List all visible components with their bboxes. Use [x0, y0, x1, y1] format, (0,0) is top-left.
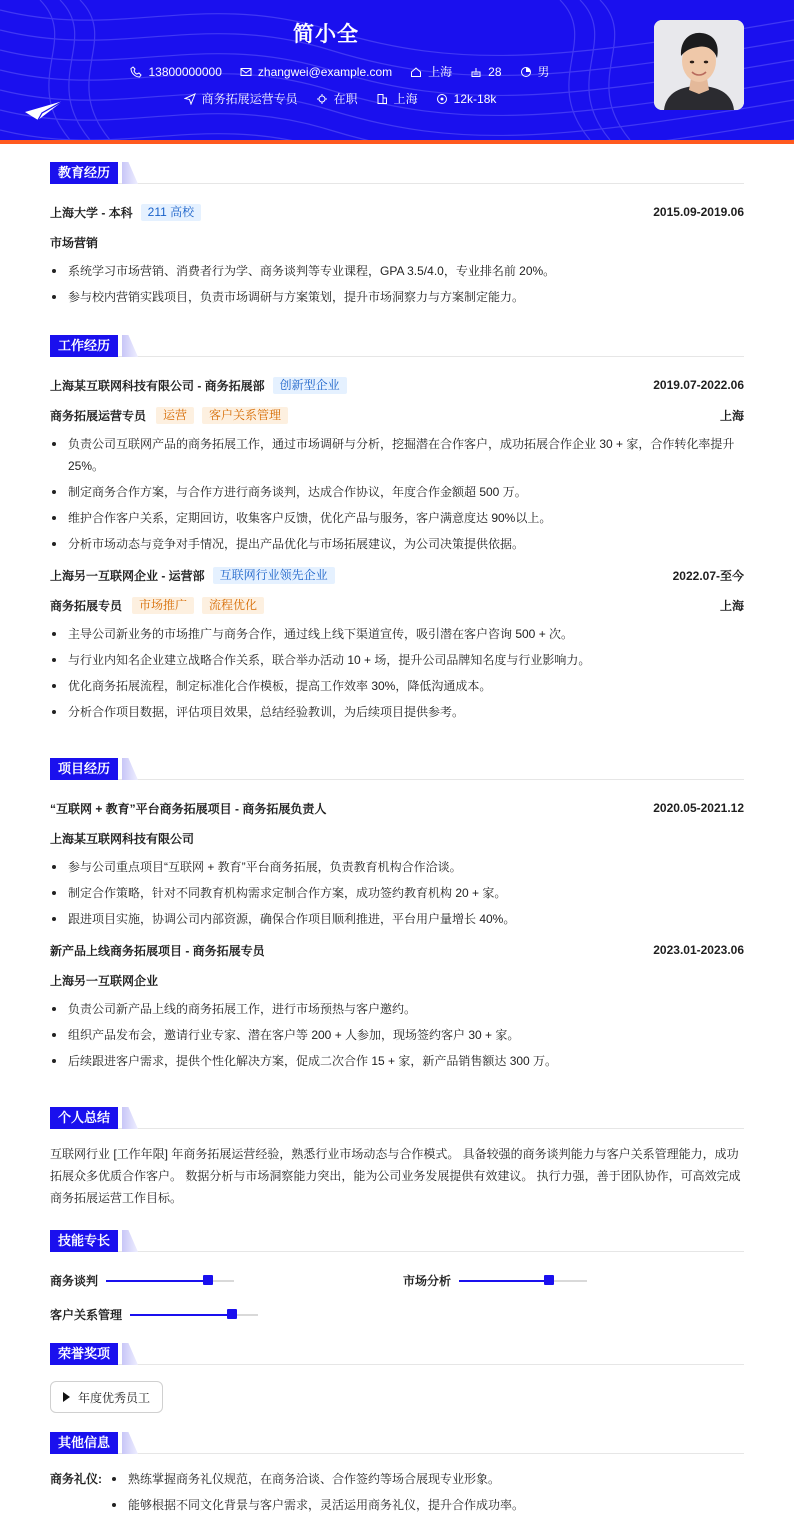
target-city-text: 上海: [393, 92, 418, 106]
education-date: 2015.09-2019.06: [653, 205, 744, 219]
list-item: 优化商务拓展流程，制定标准化合作模板，提高工作效率 30%，降低沟通成本。: [50, 675, 744, 697]
position-text: 商务拓展运营专员: [201, 92, 298, 106]
education-title-bar: [50, 162, 744, 184]
work-location: 上海: [719, 408, 744, 423]
skill-bar: [130, 1314, 258, 1316]
project-title: “互联网 + 教育”平台商务拓展项目 - 商务拓展负责人: [50, 801, 327, 816]
list-item: 负责公司互联网产品的商务拓展工作，通过市场调研与分析，挖掘潜在合作客户，成功拓展合作企业 30 + 家，合作转化率提升 25%。: [50, 433, 744, 477]
title-decoration: [122, 162, 138, 184]
email-text: zhangwei@example.com: [257, 64, 393, 79]
role-tag: 运营: [156, 407, 194, 424]
cake-icon: [470, 66, 482, 78]
work-role-row: [50, 405, 744, 425]
age-text: 28: [488, 64, 502, 79]
phone-icon: [130, 66, 142, 78]
role-tag: 客户关系管理: [202, 407, 288, 424]
summary-text: 互联网行业 [工作年限] 年商务拓展运营经验，熟悉行业市场动态与合作模式。 具备较强的商务谈判能力与客户关系管理能力，成功拓展众多优质合作客户。 数据分析与市场洞察能力突出，能为公司业务发展提供有效建议。 执行力强，善于团队协作，可高效完成商务拓展运营工作目标。: [50, 1147, 741, 1205]
work-bullets: [50, 433, 744, 555]
other-item: [50, 1468, 524, 1520]
paper-plane-icon: [24, 100, 64, 122]
resume-header: [0, 0, 794, 140]
skill-fill: [130, 1314, 232, 1316]
project-date: 2023.01-2023.06: [653, 943, 744, 957]
project-bullets: [50, 998, 744, 1072]
list-item: 负责公司新产品上线的商务拓展工作，进行市场预热与客户邀约。: [50, 998, 744, 1020]
role-title: 商务拓展专员: [50, 598, 123, 613]
title-decoration: [122, 335, 138, 357]
education-section: [50, 162, 744, 312]
list-item: 制定合作策略，针对不同教育机构需求定制合作方案，成功签约教育机构 20 + 家。: [50, 882, 744, 904]
project-org-text: 上海另一互联网企业: [50, 973, 159, 988]
email-info: [240, 65, 392, 79]
award-badge: [50, 1381, 163, 1413]
skill-knob: [227, 1309, 237, 1319]
skill-item: [403, 1272, 587, 1289]
section-title: 工作经历: [50, 335, 118, 357]
projects-section: [50, 758, 744, 1076]
other-key: 商务礼仪:: [50, 1472, 102, 1486]
status-text: 在职: [333, 92, 358, 106]
list-item: 制定商务合作方案，与合作方进行商务谈判，达成合作协议，年度合作金额超 500 万。: [50, 481, 744, 503]
project-org: [50, 828, 744, 848]
section-title: 技能专长: [50, 1230, 118, 1252]
building-icon: [376, 93, 388, 105]
list-item: 与行业内知名企业建立战略合作关系，联合举办活动 10 + 场，提升公司品牌知名度与行业影响力。: [50, 649, 744, 671]
title-decoration: [122, 1432, 138, 1454]
skill-name: 商务谈判: [50, 1274, 99, 1288]
skill-knob: [203, 1275, 213, 1285]
work-entry-head: [50, 375, 744, 395]
list-item: 组织产品发布会，邀请行业专家、潜在客户等 200 + 人参加，现场签约客户 30 + 家。: [50, 1024, 744, 1046]
section-title: 其他信息: [50, 1432, 118, 1454]
title-decoration: [122, 1230, 138, 1252]
gender-icon: [520, 66, 532, 78]
skill-item: [50, 1306, 258, 1323]
city-text: 上海: [428, 65, 453, 79]
school-tag: 211 高校: [141, 204, 201, 221]
avatar-photo: [654, 20, 744, 110]
age-info: [470, 65, 501, 79]
role-tag: 市场推广: [132, 597, 194, 614]
other-list: [110, 1468, 524, 1520]
list-item: 熟练掌握商务礼仪规范，在商务洽谈、合作签约等场合展现专业形象。: [110, 1468, 524, 1490]
summary-title-bar: [50, 1107, 744, 1129]
skill-fill: [459, 1280, 549, 1282]
header-accent-bar: [0, 140, 794, 144]
money-icon: [436, 93, 448, 105]
gender-info: [520, 63, 550, 80]
work-title-bar: [50, 335, 744, 357]
title-decoration: [122, 758, 138, 780]
company-tag: 互联网行业领先企业: [213, 567, 335, 584]
play-icon: [63, 1392, 70, 1402]
salary-text: 12k-18k: [453, 91, 497, 106]
work-location: 上海: [719, 598, 744, 613]
summary-section: [50, 1107, 744, 1209]
list-item: 跟进项目实施，协调公司内部资源，确保合作项目顺利推进，平台用户量增长 40%。: [50, 908, 744, 930]
send-icon: [184, 93, 196, 105]
project-entry-head: [50, 940, 744, 960]
company-name: 上海另一互联网企业 - 运营部: [50, 568, 205, 583]
skill-bar: [459, 1280, 587, 1282]
phone-text: 13800000000: [148, 64, 222, 79]
other-title-bar: [50, 1432, 744, 1454]
skill-name: 客户关系管理: [50, 1308, 123, 1322]
gender-text: 男: [537, 65, 550, 79]
mail-icon: [240, 66, 252, 78]
awards-section: [50, 1343, 744, 1423]
work-entry-head: [50, 565, 744, 585]
education-bullets: [50, 260, 744, 308]
list-item: 参与公司重点项目“互联网 + 教育”平台商务拓展，负责教育机构合作洽谈。: [50, 856, 744, 878]
list-item: 后续跟进客户需求，提供个性化解决方案，促成二次合作 15 + 家，新产品销售额达 300 万。: [50, 1050, 744, 1072]
role-tag: 流程优化: [202, 597, 264, 614]
awards-title-bar: [50, 1343, 744, 1365]
section-title: 荣誉奖项: [50, 1343, 118, 1365]
project-date: 2020.05-2021.12: [653, 801, 744, 815]
skill-fill: [106, 1280, 208, 1282]
target-city-info: [376, 90, 418, 107]
list-item: 能够根据不同文化背景与客户需求，灵活运用商务礼仪，提升合作成功率。: [110, 1494, 524, 1516]
section-title: 个人总结: [50, 1107, 118, 1129]
project-org: [50, 970, 744, 990]
skill-bar: [106, 1280, 234, 1282]
award-text: 年度优秀员工: [78, 1390, 151, 1405]
project-org-text: 上海某互联网科技有限公司: [50, 831, 195, 846]
skill-item: [50, 1272, 234, 1289]
education-entry-head: [50, 202, 744, 222]
role-title: 商务拓展运营专员: [50, 408, 147, 423]
title-decoration: [122, 1107, 138, 1129]
section-title: 教育经历: [50, 162, 118, 184]
work-bullets: [50, 623, 744, 723]
home-icon: [410, 66, 422, 78]
skills-section: [50, 1230, 744, 1330]
major-text: 市场营销: [50, 235, 99, 250]
list-item: 维护合作客户关系，定期回访，收集客户反馈，优化产品与服务，客户满意度达 90%以上。: [50, 507, 744, 529]
list-item: 系统学习市场营销、消费者行为学、商务谈判等专业课程，GPA 3.5/4.0，专业排名前 20%。: [50, 260, 744, 282]
project-title: 新产品上线商务拓展项目 - 商务拓展专员: [50, 943, 265, 958]
avatar: [654, 20, 744, 110]
project-entry-head: [50, 798, 744, 818]
status-info: [316, 90, 358, 107]
city-info: [410, 63, 452, 80]
list-item: 参与校内营销实践项目，负责市场调研与方案策划，提升市场洞察力与方案制定能力。: [50, 286, 744, 308]
work-date: 2019.07-2022.06: [653, 378, 744, 392]
list-item: 主导公司新业务的市场推广与商务合作，通过线上线下渠道宣传，吸引潜在客户咨询 500 + 次。: [50, 623, 744, 645]
status-icon: [316, 93, 328, 105]
salary-info: [436, 92, 497, 106]
projects-title-bar: [50, 758, 744, 780]
project-bullets: [50, 856, 744, 930]
list-item: 分析合作项目数据，评估项目效果，总结经验教训，为后续项目提供参考。: [50, 701, 744, 723]
skill-knob: [544, 1275, 554, 1285]
work-section: [50, 335, 744, 727]
other-section: [50, 1432, 744, 1532]
position-info: [184, 90, 298, 107]
candidate-name: 简小全: [293, 23, 359, 46]
skills-title-bar: [50, 1230, 744, 1252]
list-item: 分析市场动态与竞争对手情况，提出产品优化与市场拓展建议，为公司决策提供依据。: [50, 533, 744, 555]
skill-name: 市场分析: [403, 1274, 452, 1288]
section-title: 项目经历: [50, 758, 118, 780]
company-tag: 创新型企业: [273, 377, 347, 394]
school-name: 上海大学 - 本科: [50, 205, 133, 220]
phone-info: [130, 65, 221, 79]
title-decoration: [122, 1343, 138, 1365]
major: [50, 232, 744, 252]
work-date: 2022.07-至今: [672, 568, 744, 583]
company-name: 上海某互联网科技有限公司 - 商务拓展部: [50, 378, 265, 393]
work-role-row: [50, 595, 744, 615]
